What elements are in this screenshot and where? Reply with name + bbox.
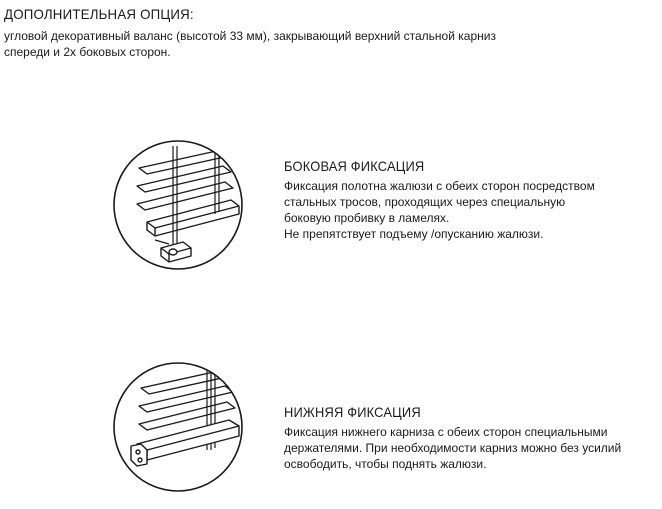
side-fixation-line: Не препятствует подъему /опусканию жалюзи.	[284, 227, 544, 241]
intro-line: спереди и 2х боковых сторон.	[4, 45, 171, 59]
bottom-fixation-title: НИЖНЯЯ ФИКСАЦИЯ	[284, 404, 421, 420]
side-fixation-section	[284, 158, 654, 242]
intro-description	[4, 28, 644, 60]
bottom-fixation-description	[284, 424, 654, 472]
side-fixation-line: боковую пробивку в ламелях.	[284, 211, 450, 225]
bottom-fixation-line: освободить, чтобы поднять жалюзи.	[284, 457, 487, 471]
side-fixation-line: Фиксация полотна жалюзи с обеих сторон посредством	[284, 179, 595, 193]
side-fixation-title: БОКОВАЯ ФИКСАЦИЯ	[284, 158, 425, 174]
intro-title: ДОПОЛНИТЕЛЬНАЯ ОПЦИЯ:	[4, 6, 194, 22]
bottom-fixation-line: держателями. При необходимости карниз можно без усилий	[284, 441, 622, 455]
bottom-fixation-section	[284, 404, 654, 472]
intro-line: угловой декоративный валанс (высотой 33 мм), закрывающий верхний стальной карниз	[4, 29, 496, 43]
side-fixation-illustration	[111, 138, 245, 272]
intro-block	[4, 6, 644, 60]
side-fixation-description	[284, 178, 654, 242]
blind-bottom-bracket-fixation-icon	[111, 360, 245, 494]
bottom-fixation-line: Фиксация нижнего карниза с обеих сторон специальными	[284, 425, 608, 439]
bottom-fixation-illustration	[111, 360, 245, 494]
side-fixation-line: стальных тросов, проходящих через специальную	[284, 195, 566, 209]
blind-side-cable-fixation-icon	[111, 138, 245, 272]
